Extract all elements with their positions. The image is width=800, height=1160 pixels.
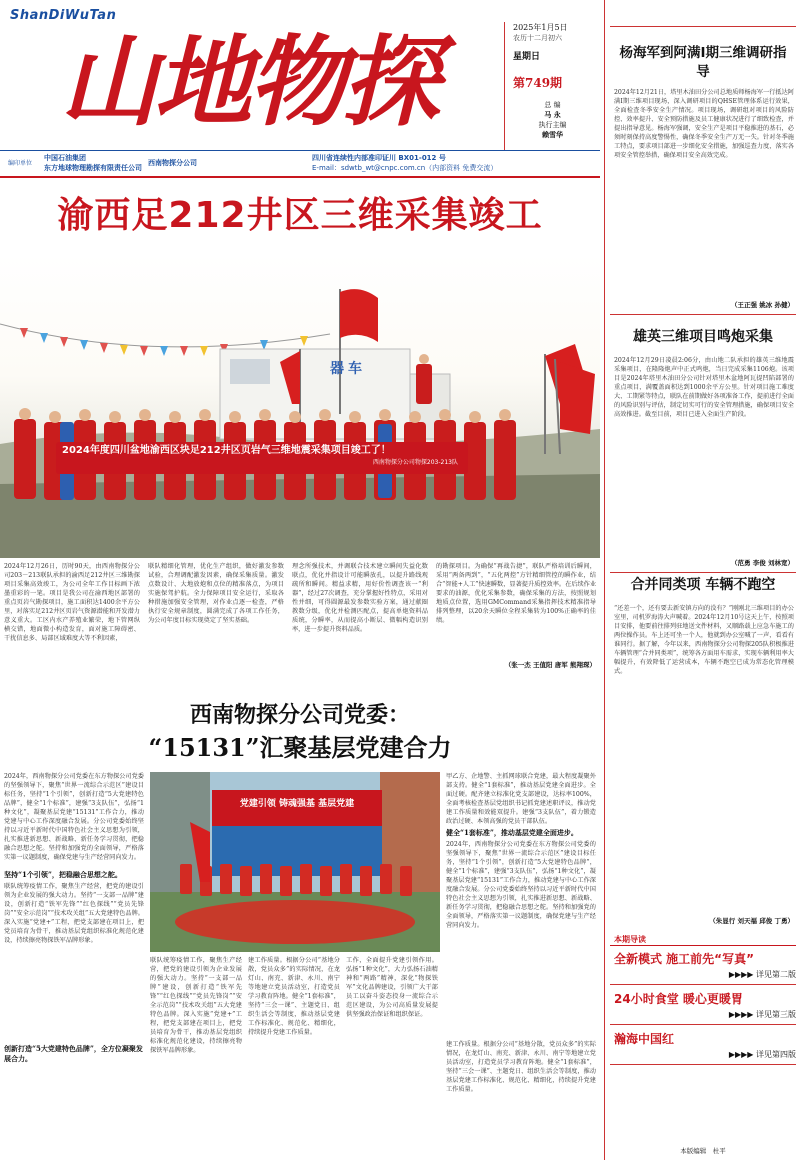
party-photo-banner: 党建引领 铸魂强基 基层党建: [239, 799, 355, 809]
photo-illustration: [0, 254, 600, 558]
issue-number: 第749期: [513, 76, 563, 90]
sidebar: [610, 0, 800, 1160]
party-col-5-text-c: 建工作质量。根据分公司“基地分散，党员众多”的实际情况，在龙灯山、南充、新津、永川、南宁等地建立党员活动室，打造党员学习教育阵地。健全“1套标准”，坚持“三会一课”、主题党日、组织生活会等制度，推动基层党建工作标准化、规范化、精细化，持续提升党建工作质量。: [446, 1041, 596, 1093]
party-col-1-text: 2024年，西南物探分公司党委在东方物探公司党委的坚强领导下，聚焦“世界一流综合示范区”建设目标任务，坚持“1个引领”，创新打造“5大党建特色品牌”，健全“1个标准”，建强“3支队伍”，弘扬“1种文化”，凝聚基层党建“15131”工作合力，推动党建与中心工作深度融合发展。分公司党委始终坚持以习近平新时代中国特色社会主义思想为引领，扎实推进新思想、新战略、新任务学习贯彻，把稳融合思想之舵。坚持和加强党的全面领导，严格落实第一议题制度，确保党建与生产经营同向发力。: [4, 773, 144, 861]
lead-col-2: 联队精细化管理，优化生产组织，做好激发参数试验，合理调配激发因素，确保采集质量。激发点数设计、大地放炮和点位的精准落点，为项目实施保驾护航。全力保障项目安全运行，采取各种措施加强安全管理，对作业点逐一检查，严格执行安全规章制度，圆满完成了各项工作任务，为公司年度目标实现奠定了坚实基础。: [148, 563, 284, 624]
weekday: 星期日: [513, 52, 541, 62]
s3-body: “还差一个，还有要去新安镇方向的没有？”刚刚北三维项目的办公室里，司机罗海涛大声喊着。2024年12月10号这天上午，按照项目安排，他要前往排列驻地送文件材料，又顺路载上应急车施工的两位操作员。车上还可坐一个人，他就到办公室喊了一声，看看有谁同行。据了解，今年以来，西南物探分公司物探205队积极推进车辆管理“合并同类项”，统筹各方面用车需求，实现车辆利用率大幅提升，有效降低了运营成本，车辆不跑空已成为常态化管理模式。: [614, 605, 794, 675]
masthead-date-box: [504, 22, 592, 150]
lunar-date: 农历十二月初六: [513, 34, 562, 42]
guide-item-3-link[interactable]: 详见第四版: [756, 1050, 796, 1059]
masthead-title: 山地物探: [60, 25, 437, 140]
s2-body: 2024年12月29日凌晨2:06分，由山地二队承担的雄英三维地震采集项目，在隆隆炮声中正式鸣炮，当日完成采集1106炮。该项目是2024年塔里木油田分公司针对塔里木盆地阿瓦提凹陷部署的重点项目，满覆盖面积达到1000余平方公里。针对项目施工难度大、工期紧等特点，联队在前期做好各项准备工作，提前进行全面的风险识别与评估，制定切实可行的安全管理措施，确保项目安全高效推进。截至目前，项目已进入全面生产阶段。: [614, 357, 794, 418]
main-photo: [0, 254, 600, 558]
party-col-1: [4, 772, 144, 1157]
arrow-icon: ▶▶▶▶: [728, 1010, 754, 1019]
s1-title: 杨海军到阿满Ⅰ期三维调研指导: [619, 45, 787, 80]
editor-name-2: 赖雪华: [542, 130, 563, 139]
guide-item-2[interactable]: [610, 990, 796, 1022]
lead-col-3: 理念所强技术，并调联合技术建立瞬间失益化数联点，优化并指设计可能瞬放孔，以提升路线观疏所和瞬间。精益求精，用好价性调查该一“利器”，经过27次调查，充分掌握好性特点，采用对性并细，可得圆源最发参数实验方案，通过献圈教数分级，优化并检测匹配点，提高单炮资料品质统，分瞬率，从而提高小断层、微幅构造识别率，进一步提升资料品质。: [292, 563, 428, 633]
guide-item-1-title: 全新模式 施工前先“写真”: [614, 952, 754, 966]
s3-title: 合并同类项 车辆不跑空: [630, 577, 776, 593]
guide-item-3[interactable]: [610, 1030, 796, 1062]
editor-label-2: 执行主编: [538, 121, 567, 129]
main-headline: 渝西足212井区三维采集竣工: [57, 195, 543, 236]
s1-body: 2024年12月21日，塔里木油田分公司总地质师杨海军一行抵达阿满Ⅰ期三维项目现场，深入调研项目的QHSE管理体系运行效果，全面检查冬季安全生产情况。项目现场，调研组对项目的风险防控、效率提升、安全预防措施及员工健康状况进行了细致检查，并提出指导意见。杨海军强调，安全生产是项目平稳推进的基石，必须时刻保持高度警惕性，确保冬季安全生产万无一失。针对冬季施工特点，要求项目部进一步细化安全措施，加强巡查力度，落实各项安全管控举措，确保项目安全高效完成。: [614, 89, 794, 159]
photo-banner-sub: 西南物探分公司物探203-213队: [372, 459, 458, 466]
photo-banner-text: 2024年度四川盆地渝西区块足212井区页岩气三维地震采集项目竣工了！: [62, 445, 391, 456]
editor-label-1: 总 编: [544, 101, 561, 109]
s1-credit: （王正强 姚冰 孙健）: [730, 301, 794, 309]
party-col-4: 工作，全面提升党建引领作用。弘扬“1种文化”，大力弘扬石油精神和“两路”精神，深化“物探铁军”文化品牌建设，引领广大干部员工以奋斗姿态投身一流综合示范区建设，为公司高质量发展提供坚强政治保证和组织保证。: [346, 957, 438, 1018]
lead-credit: （张一杰 王值阳 唐军 熊翔琛）: [504, 661, 596, 669]
guide-item-2-link[interactable]: 详见第三版: [756, 1010, 796, 1019]
party-col-2: 联队统筹疫情工作，聚焦生产经营，把党的建设引领为企业发展的强大动力。坚持“一支部一品牌”建设，创新打造“铁军先锋”“红色探线”“党员先锋岗”“安全示范岗”“技术攻关组”五大党建特色品牌。深入实施“党建+”工程，把党支部建在项目上，把党员培育为骨干，推动基层党组织标准化规范化建设，持续擦亮物探铁军品牌形象。: [150, 957, 242, 1054]
s2-credit: （范勇 李俊 刘林宽）: [730, 559, 794, 567]
guide-item-2-title: 24小时食堂 暖心更暖胃: [614, 992, 743, 1006]
photo-banner: [56, 442, 468, 474]
lead-col-4: 的勘探项目。为确保“再战告捷”，联队严格培训后瞬间，采用“两备两到”，“五化两控”方针精细管控的瞬作业，结合“智能+人工”快速瞬数，显著提升质控效率。在后续作业要求的油源，优化采集参数，确保采集的方法，按照规划地质点位置，选用GMCommand采集指挥技术精准指导排列整理，以20余天瞬位全程采集转为100%正确率的佳绩。: [436, 563, 596, 624]
arrow-icon: ▶▶▶▶: [728, 970, 754, 979]
organizer-bar: [0, 152, 600, 174]
s3-credit: （朱显行 刘天福 邱俊 丁勇）: [709, 917, 794, 925]
organizer-label: 编印单位: [8, 160, 33, 167]
party-col-5: [446, 772, 596, 1157]
guide-item-1[interactable]: [610, 950, 796, 982]
brand-en: ShanDiWuTan: [10, 8, 117, 23]
lead-col-1: 2024年12月26日，历时90天，由西南物探分公司203－213联队承担的渝西足212井区三维勘探项目采集高效竣工，为公司全年工作目标画下浓墨重彩的一笔。项目是我公司在渝西地区部署的重点页岩气勘探项目，施工面积达1400余平方公里，对落实足212井区页岩气资源潜能和开发潜力意义重大。工区内水产养殖业繁荣，地下管网纵横交错，地面微小构造发育，面对施工障碍密、干扰信息多、局部区域难度大等不利因素，: [4, 563, 140, 642]
s2-title: 雄英三维项目鸣炮采集: [633, 329, 773, 345]
party-sub-1: 坚持“1个引领”，把稳融合思想之舵。: [4, 870, 122, 879]
party-sub-2: 创新打造“5大党建特色品牌”，全方位凝聚发展合力。: [4, 1044, 143, 1063]
editor-name-1: 马 永: [544, 110, 561, 119]
email: E-mail：sdwtb_wt@cnpc.com.cn（内部资料 免费交流）: [312, 164, 498, 172]
organizer-2: 东方地球物理勘探有限责任公司: [44, 164, 142, 172]
guide-item-1-link[interactable]: 详见第二版: [756, 970, 796, 979]
page-footer: 本版编辑 杜平: [680, 1147, 726, 1155]
party-col-5-text-b: 2024年，西南物探分公司党委在东方物探公司党委的坚强领导下，聚焦“世界一流综合示范区”建设目标任务，坚持“1个引领”，创新打造“5大党建特色品牌”，健全“1个标准”，建强“3支队伍”，弘扬“1种文化”，凝聚基层党建“15131”工作合力，推动党建与中心工作深度融合发展。分公司党委始终坚持以习近平新时代中国特色社会主义思想为引领，扎实推进新思想、新战略、新任务学习贯彻，把稳融合思想之舵。坚持和加强党的全面领导，严格落实第一议题制度，确保党建与生产经营同向发力。: [446, 841, 596, 929]
party-col-5-text: 甲乙方、企地警、主抓网球联合党建，最大程度凝聚外部支持。健全“1套标准”，推动基层党建全面进步。全面过硬。配齐建立标准化党支部建设，达标率100%，全面考核检查基层党组织书记抓党建述职评议，推动党建工作质量和效能双提升。建强“3支队伍”，着力锻造政治过硬、本领高强的党员干部队伍。: [446, 773, 596, 825]
party-col-3: 建工作质量。根据分公司“基地分散，党员众多”的实际情况，在龙灯山、南充、新津、永川、南宁等地建立党员活动室，打造党员学习教育阵地。健全“1套标准”，坚持“三会一课”、主题党日、组织生活会等制度，推动基层党建工作标准化、规范化、精细化，持续提升党建工作质量。: [248, 957, 340, 1036]
party-sub-3: 健全“1套标准”，推动基层党建全面进步。: [446, 828, 578, 837]
arrow-icon: ▶▶▶▶: [728, 1050, 754, 1059]
issue-date: 2025年1月5日: [513, 23, 568, 32]
organizer-3: 西南物探分公司: [148, 159, 197, 167]
guide-item-3-title: 瀚海中国红: [614, 1032, 675, 1046]
party-photo: [150, 772, 440, 952]
permit: 四川省连续性内部准印证川 BX01-012 号: [312, 154, 446, 162]
guide-label: 本期导读: [614, 935, 646, 944]
organizer-1: 中国石油集团: [44, 154, 86, 162]
photo-truck-label: 器车: [330, 361, 366, 377]
party-title-2: “15131”汇聚基层党建合力: [148, 733, 452, 762]
party-title-1: 西南物探分公司党委：: [189, 702, 410, 728]
party-col-1-text-b: 联队统筹疫情工作，聚焦生产经营，把党的建设引领为企业发展的强大动力。坚持“一支部一品牌”建设，创新打造“铁军先锋”“红色探线”“党员先锋岗”“安全示范岗”“技术攻关组”五大党建特色品牌。深入实施“党建+”工程，把党支部建在项目上，把党员培育为骨干，推动基层党组织标准化规范化建设，持续擦亮物探铁军品牌形象。: [4, 883, 144, 944]
